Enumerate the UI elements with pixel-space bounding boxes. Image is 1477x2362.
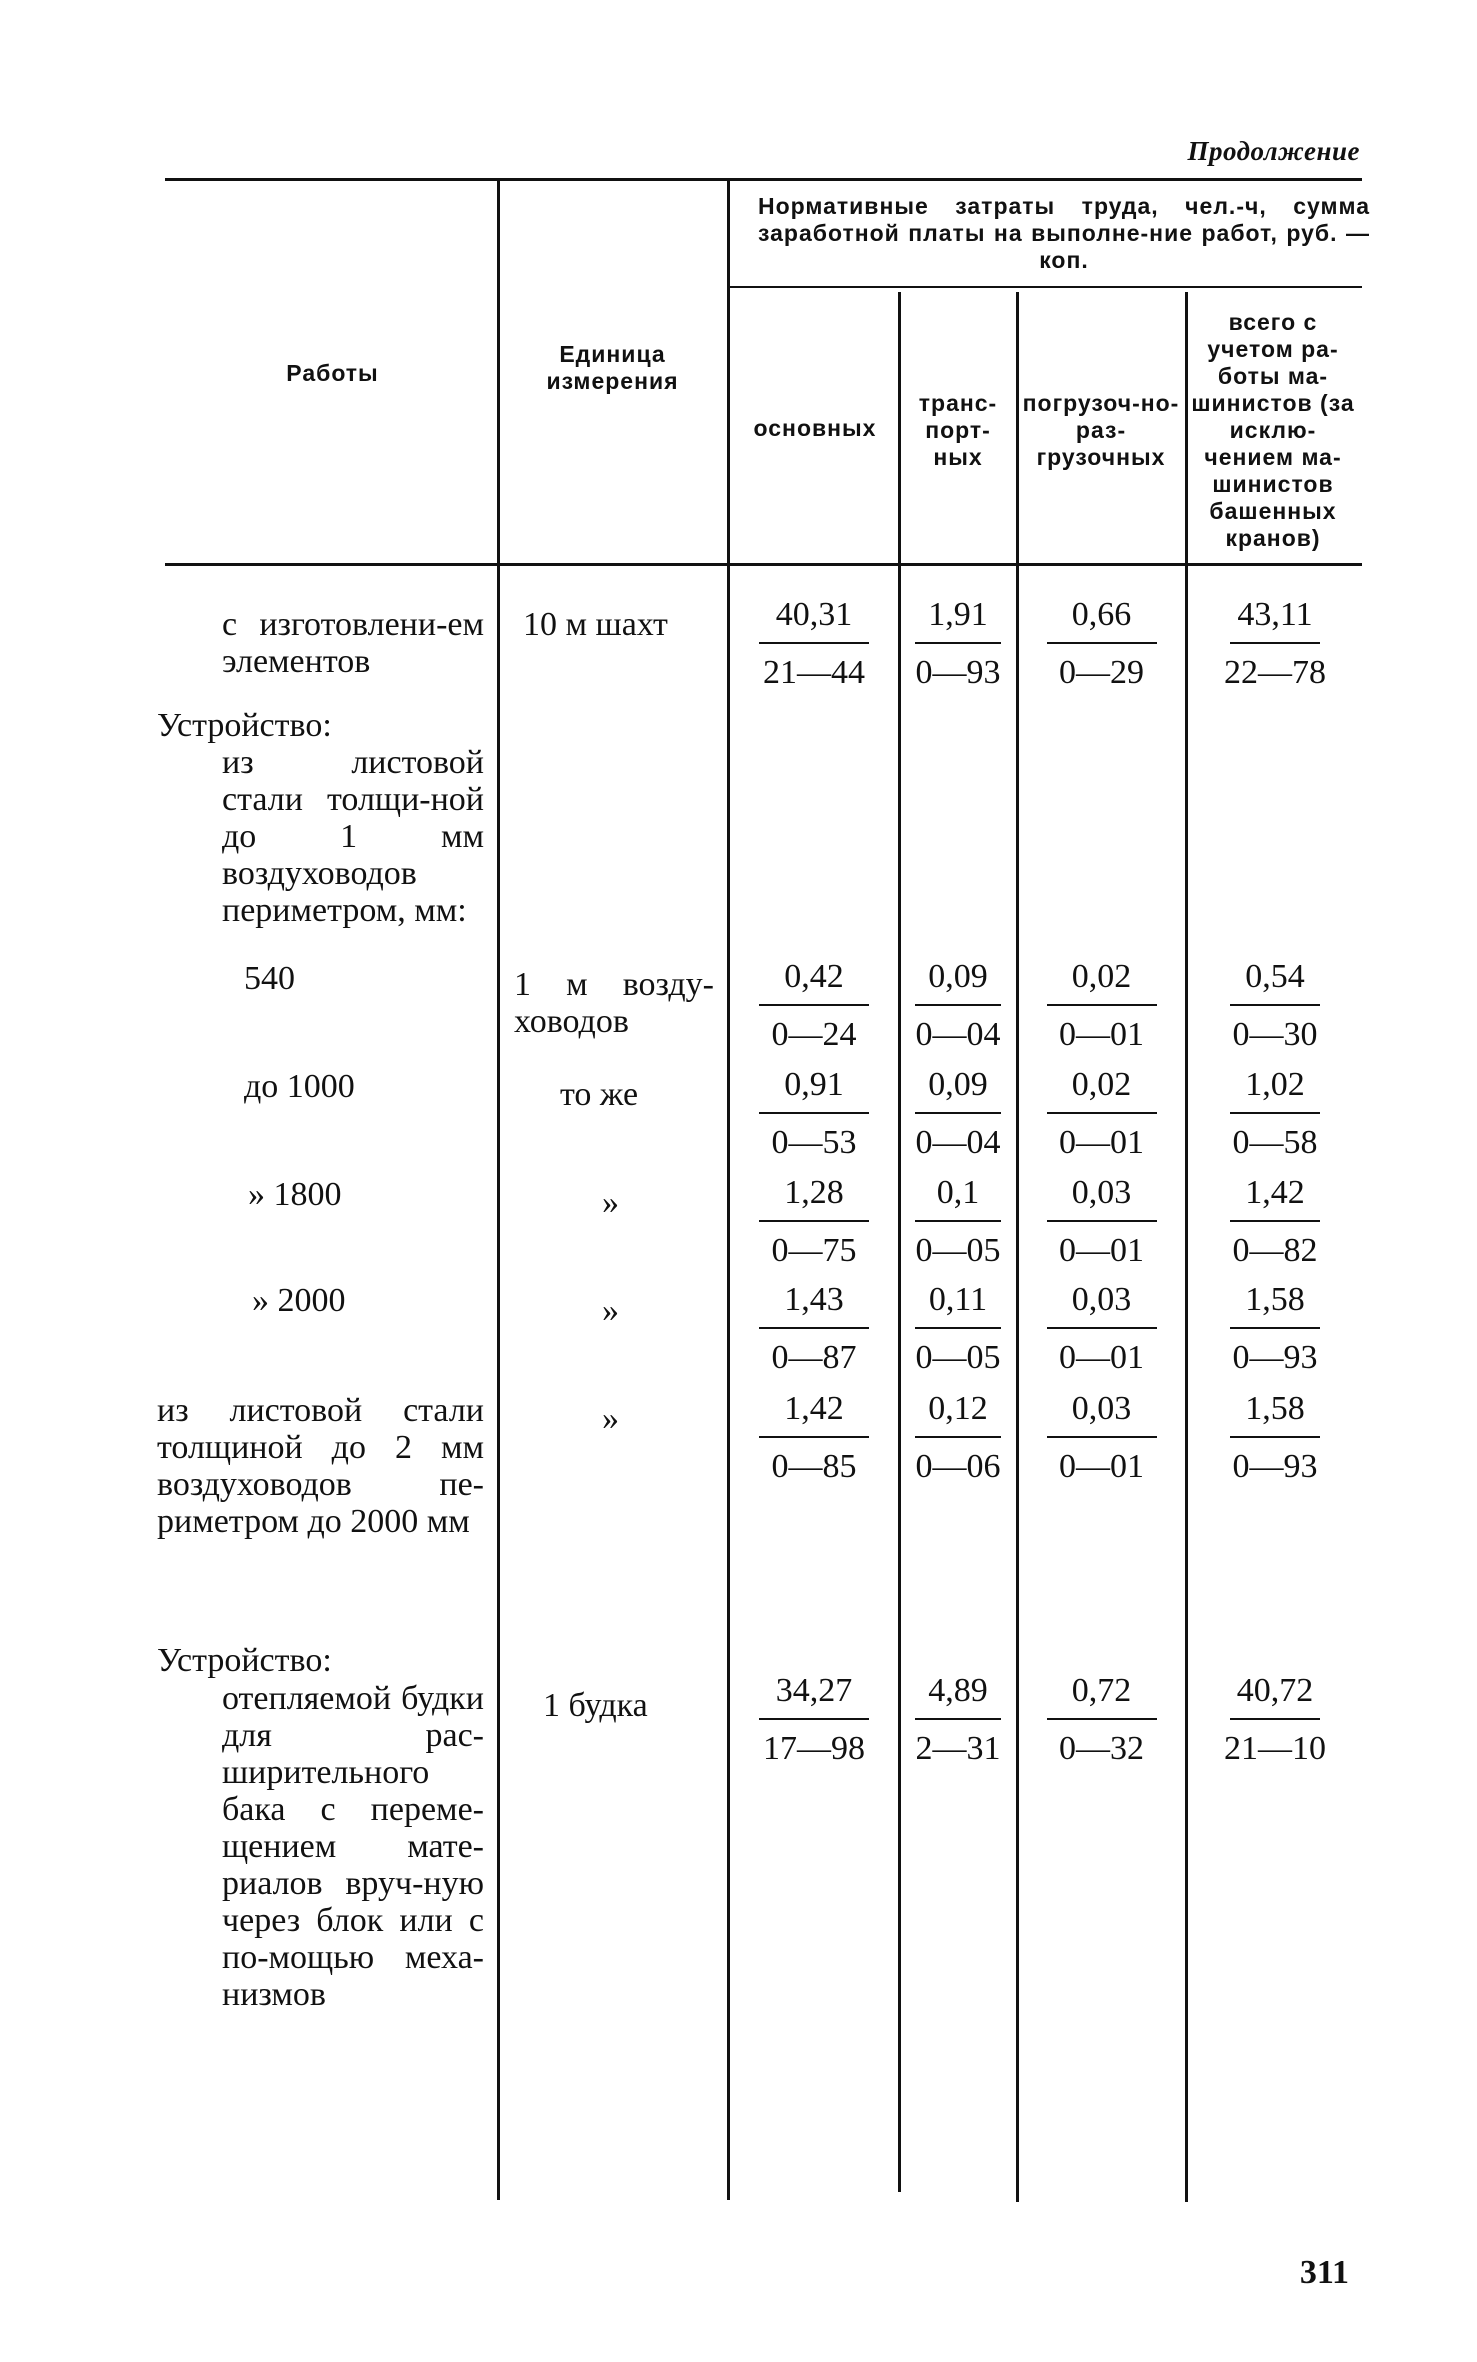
fraction-numerator: 0,11 — [928, 1281, 988, 1318]
fraction-denominator: 22—78 — [1224, 654, 1326, 691]
fraction-denominator: 0—85 — [771, 1448, 857, 1485]
header-group: Нормативные затраты труда, чел.-ч, сумма заработной платы на выполне-ние работ, руб. — коп. — [758, 193, 1370, 273]
fraction-denominator: 0—01 — [1059, 1232, 1144, 1269]
fraction-loading — [1021, 1174, 1182, 1269]
fraction-main — [733, 1174, 895, 1269]
header-bottom-rule — [165, 563, 1362, 566]
row-unit: 10 м шахт — [523, 606, 668, 643]
col-divider-2 — [727, 180, 730, 2200]
fraction-numerator: 43,11 — [1237, 596, 1313, 633]
fraction-numerator: 0,66 — [1071, 596, 1132, 633]
fraction-numerator: 0,03 — [1071, 1390, 1132, 1427]
fraction-total — [1190, 1066, 1360, 1161]
fraction-denominator: 0—05 — [915, 1339, 1001, 1376]
fraction-denominator: 0—01 — [1059, 1124, 1144, 1161]
fraction-numerator: 34,27 — [775, 1672, 853, 1709]
section-heading: Устройство: — [157, 1642, 332, 1679]
fraction-total — [1190, 1672, 1360, 1767]
fraction-numerator: 1,58 — [1245, 1281, 1305, 1318]
row-work: до 1000 — [244, 1068, 355, 1105]
fraction-denominator: 0—06 — [915, 1448, 1001, 1485]
fraction-denominator: 0—82 — [1232, 1232, 1318, 1269]
page-number: 311 — [1299, 2254, 1349, 2291]
fraction-denominator: 0—93 — [915, 654, 1001, 691]
fraction-denominator: 0—04 — [915, 1016, 1001, 1053]
row-work: с изготовлени-ем элементов — [222, 606, 484, 680]
fraction-main — [733, 1281, 895, 1376]
fraction-numerator: 40,31 — [775, 596, 853, 633]
fraction-numerator: 1,91 — [928, 596, 988, 633]
fraction-denominator: 0—87 — [771, 1339, 857, 1376]
fraction-denominator: 0—01 — [1059, 1448, 1144, 1485]
fraction-denominator: 0—01 — [1059, 1016, 1144, 1053]
fraction-total — [1190, 1281, 1360, 1376]
section-text: из листовой стали толщи-ной до 1 мм воздуховодов периметром, мм: — [222, 744, 484, 929]
fraction-denominator: 0—30 — [1232, 1016, 1318, 1053]
fraction-numerator: 1,02 — [1245, 1066, 1305, 1103]
row-unit: » — [602, 1400, 619, 1437]
fraction-transport — [903, 958, 1013, 1053]
fraction-denominator: 0—24 — [771, 1016, 857, 1053]
fraction-denominator: 0—01 — [1059, 1339, 1144, 1376]
fraction-numerator: 1,42 — [1245, 1174, 1305, 1211]
fraction-transport — [903, 1672, 1013, 1767]
group-header-rule — [730, 286, 1362, 288]
fraction-total — [1190, 1174, 1360, 1269]
row-unit: то же — [560, 1076, 639, 1113]
fraction-loading — [1021, 596, 1182, 691]
header-unit: Единица измерения — [546, 341, 679, 394]
fraction-total — [1190, 1390, 1360, 1485]
row-unit: » — [602, 1292, 619, 1329]
fraction-transport — [903, 1066, 1013, 1161]
fraction-loading — [1021, 958, 1182, 1053]
fraction-numerator: 1,58 — [1245, 1390, 1305, 1427]
fraction-transport — [903, 1174, 1013, 1269]
fraction-denominator: 17—98 — [763, 1730, 865, 1767]
fraction-numerator: 4,89 — [928, 1672, 988, 1709]
fraction-loading — [1021, 1281, 1182, 1376]
fraction-total — [1190, 958, 1360, 1053]
fraction-main — [733, 1390, 895, 1485]
fraction-main — [733, 1066, 895, 1161]
fraction-denominator: 0—53 — [771, 1124, 857, 1161]
fraction-numerator: 0,03 — [1071, 1281, 1132, 1318]
fraction-numerator: 1,42 — [784, 1390, 844, 1427]
fraction-numerator: 0,03 — [1071, 1174, 1132, 1211]
col-divider-3 — [898, 292, 901, 2192]
fraction-numerator: 40,72 — [1236, 1672, 1314, 1709]
fraction-denominator: 21—44 — [763, 654, 865, 691]
header-transport: транс-порт-ных — [918, 390, 998, 470]
fraction-total — [1190, 596, 1360, 691]
fraction-denominator: 0—32 — [1059, 1730, 1144, 1767]
fraction-numerator: 0,12 — [928, 1390, 988, 1427]
header-total: всего с учетом ра-боты ма-шинистов (за исклю-чением ма-шинистов башенных кранов) — [1191, 309, 1355, 551]
fraction-denominator: 21—10 — [1224, 1730, 1326, 1767]
fraction-numerator: 0,02 — [1071, 958, 1132, 995]
fraction-loading — [1021, 1672, 1182, 1767]
fraction-numerator: 0,42 — [784, 958, 844, 995]
fraction-numerator: 0,1 — [936, 1174, 980, 1211]
fraction-main — [733, 1672, 895, 1767]
row-work: из листовой стали толщиной до 2 мм воздуховодов пе-риметром до 2000 мм — [157, 1392, 484, 1540]
fraction-denominator: 0—05 — [915, 1232, 1001, 1269]
fraction-denominator: 2—31 — [915, 1730, 1001, 1767]
fraction-transport — [903, 1390, 1013, 1485]
row-work: » 1800 — [248, 1176, 342, 1213]
row-unit: » — [602, 1184, 619, 1221]
col-divider-5 — [1185, 292, 1188, 2202]
fraction-transport — [903, 1281, 1013, 1376]
top-rule — [165, 178, 1362, 181]
fraction-denominator: 0—75 — [771, 1232, 857, 1269]
row-unit: 1 будка — [543, 1687, 648, 1724]
fraction-denominator: 0—93 — [1232, 1339, 1318, 1376]
row-work: отепляемой будки для рас-ширительного бака с переме-щением мате-риалов вруч-ную через блок или с по-мощью меха-низмов — [222, 1680, 484, 2013]
col-divider-4 — [1016, 292, 1019, 2202]
header-works: Работы — [286, 360, 379, 386]
fraction-numerator: 0,72 — [1071, 1672, 1132, 1709]
fraction-numerator: 1,28 — [784, 1174, 844, 1211]
row-work: 540 — [244, 960, 295, 997]
fraction-numerator: 0,09 — [928, 958, 988, 995]
fraction-numerator: 1,43 — [784, 1281, 844, 1318]
fraction-main — [733, 958, 895, 1053]
fraction-denominator: 0—58 — [1232, 1124, 1318, 1161]
row-unit: 1 м возду-ховодов — [514, 966, 714, 1040]
fraction-denominator: 0—04 — [915, 1124, 1001, 1161]
fraction-numerator: 0,54 — [1245, 958, 1305, 995]
fraction-loading — [1021, 1066, 1182, 1161]
col-divider-1 — [497, 180, 500, 2200]
fraction-denominator: 0—29 — [1059, 654, 1144, 691]
fraction-numerator: 0,09 — [928, 1066, 988, 1103]
section-heading: Устройство: — [157, 707, 332, 744]
fraction-loading — [1021, 1390, 1182, 1485]
fraction-numerator: 0,02 — [1071, 1066, 1132, 1103]
header-loading: погрузоч-но-раз-грузочных — [1022, 390, 1180, 470]
header-main: основных — [753, 415, 877, 441]
fraction-transport — [903, 596, 1013, 691]
fraction-main — [733, 596, 895, 691]
continuation-label: Продолжение — [1187, 136, 1360, 166]
row-work: » 2000 — [252, 1282, 346, 1319]
fraction-denominator: 0—93 — [1232, 1448, 1318, 1485]
fraction-numerator: 0,91 — [784, 1066, 844, 1103]
